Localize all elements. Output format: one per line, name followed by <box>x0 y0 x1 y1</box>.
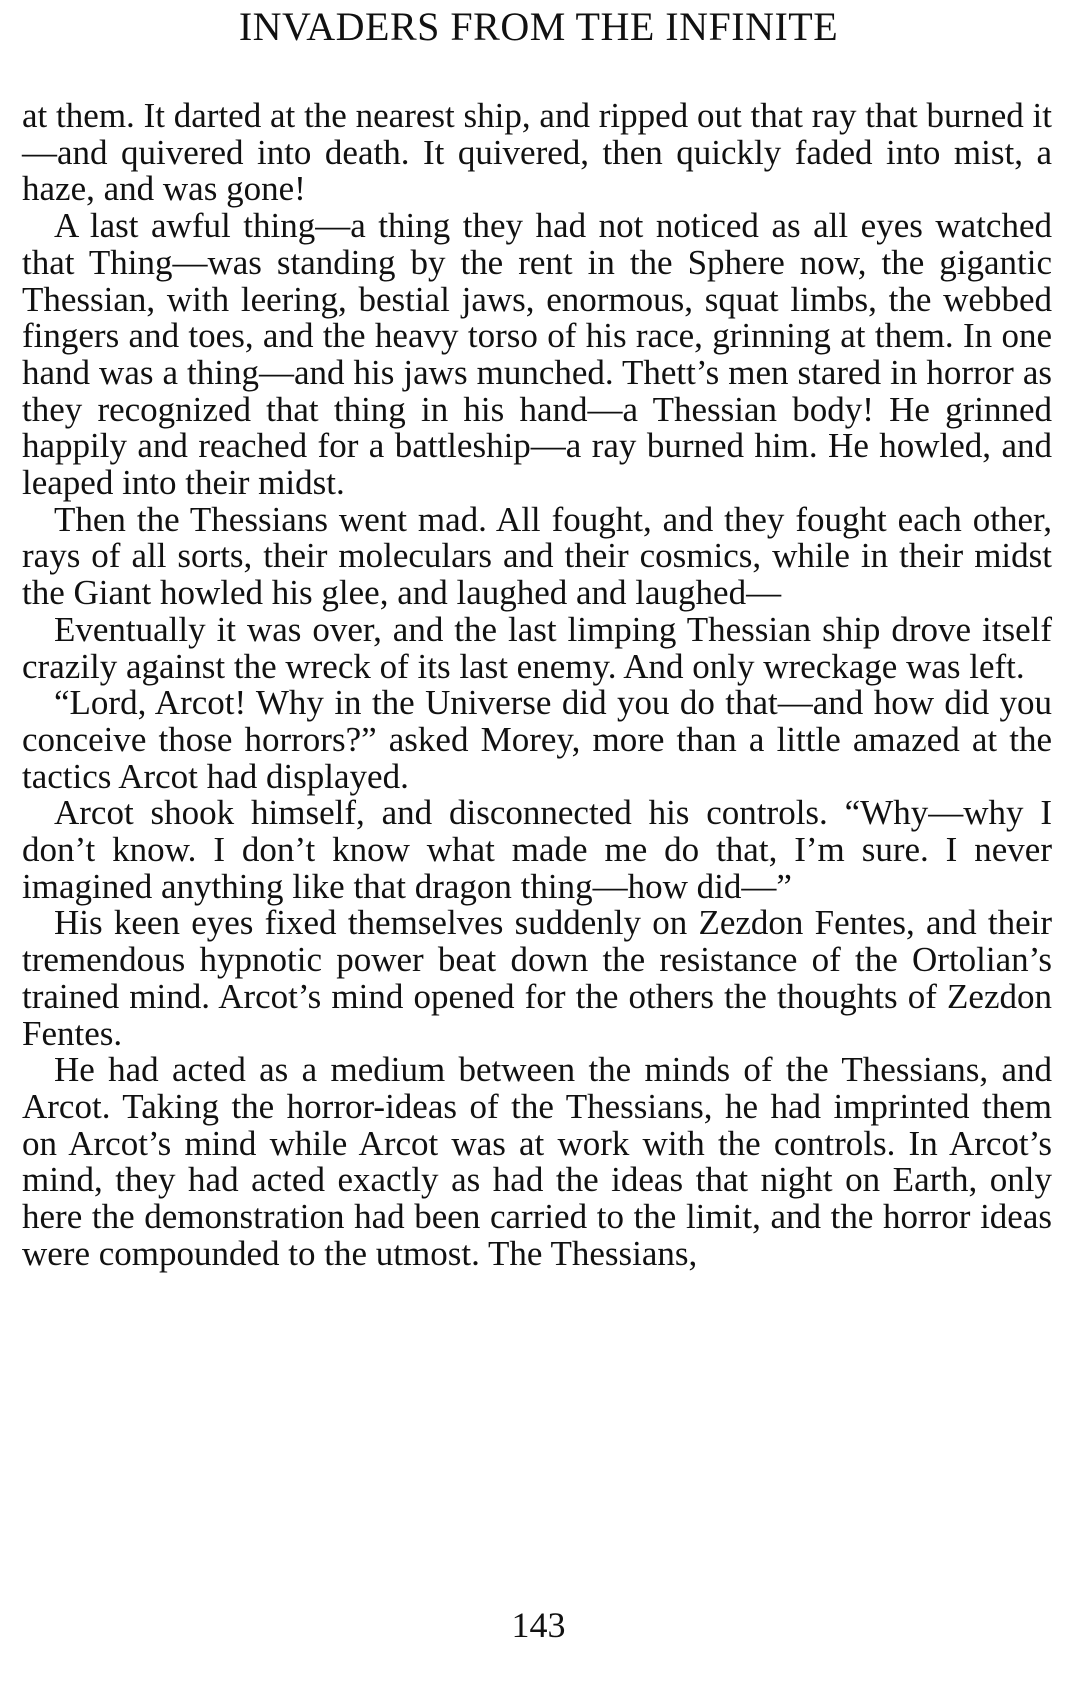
running-head-title: INVADERS FROM THE INFINITE <box>238 4 839 49</box>
paragraph: Eventually it was over, and the last limping Thessian ship drove itself crazily against the wreck of its last enemy. And only wreckage was left. <box>22 609 1052 686</box>
paragraph: at them. It darted at the nearest ship, and ripped out that ray that burned it—and quivered into death. It quivered, then quickly faded into mist, a haze, and was gone! <box>22 96 1052 209</box>
paragraph: His keen eyes fixed themselves suddenly on Zezdon Fentes, and their tremendous hypnotic power beat down the resistance of the Ortolian’s trained mind. Arcot’s mind opened for the others the thoughts of Zezdon Fentes. <box>22 903 1052 1053</box>
paragraph: Then the Thessians went mad. All fought, and they fought each other, rays of all sorts, their moleculars and their cosmics, while in their midst the Giant howled his glee, and laughed and laughed— <box>22 499 1052 613</box>
body-text <box>22 98 1052 1273</box>
page-number: 143 <box>511 1605 566 1645</box>
paragraph: He had acted as a medium between the minds of the Thessians, and Arcot. Taking the horror-ideas of the Thessians, he had imprinted them on Arcot’s mind while Arcot was at work with the controls. In Arcot’s mind, they had acted exactly as had the ideas that night on Earth, only here the demonstration had been carried to the limit, and the horror ideas were compounded to the utmost. The Thessians, <box>22 1050 1052 1273</box>
paragraph: A last awful thing—a thing they had not noticed as all eyes watched that Thing—was standing by the rent in the Sphere now, the gigantic Thessian, with leering, bestial jaws, enormous, squat limbs, the webbed fingers and toes, and the heavy torso of his race, grinning at them. In one hand was a thing—and his jaws munched. Thett’s men stared in horror as they recognized that thing in his hand—a Thessian body! He grinned happily and reached for a battleship—a ray burned him. He howled, and leaped into their midst. <box>22 206 1052 503</box>
paragraph: Arcot shook himself, and disconnected his controls. “Why—why I don’t know. I don’t know what made me do that, I’m sure. I never imagined anything like that dragon thing—how did—” <box>22 793 1052 906</box>
paragraph: “Lord, Arcot! Why in the Universe did you do that—and how did you conceive those horrors?” asked Morey, more than a little amazed at the tactics Arcot had displayed. <box>22 683 1052 796</box>
